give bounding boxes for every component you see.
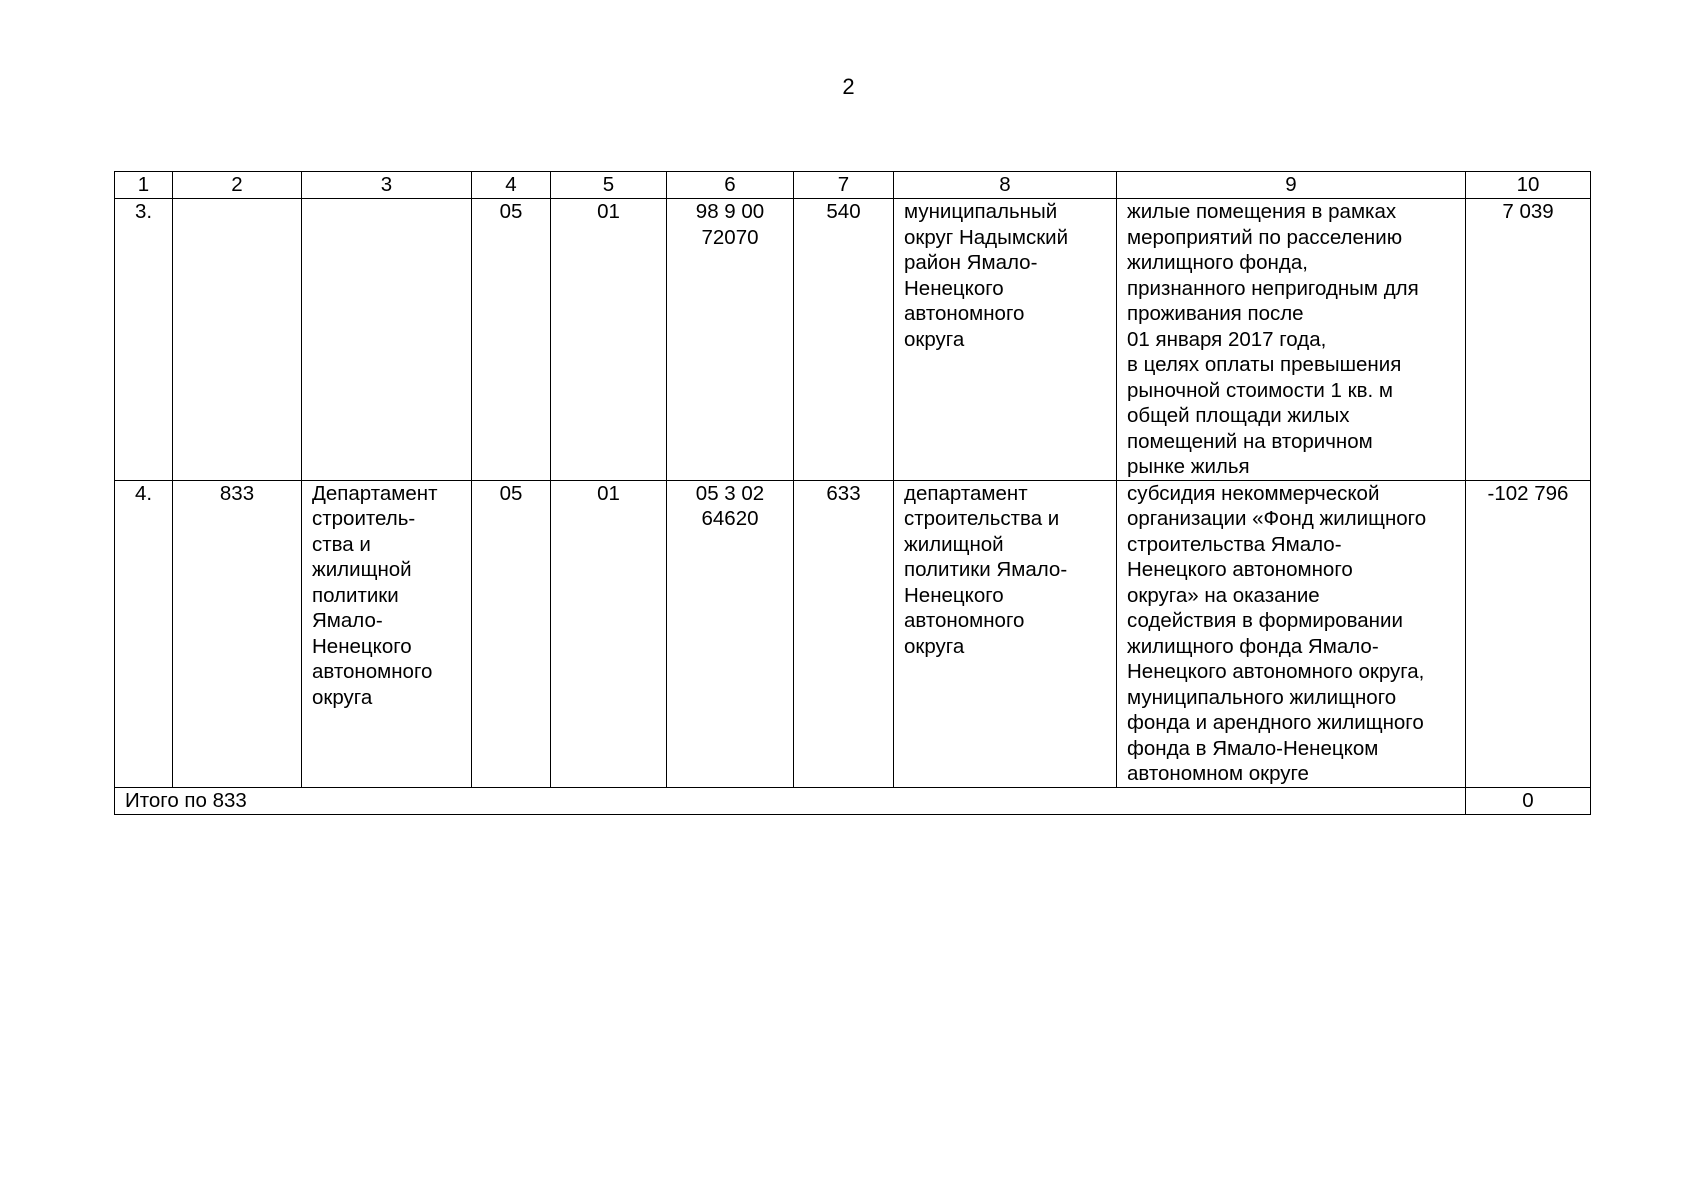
amount-cell: -102 796 [1466,480,1591,787]
section-cell: 05 [472,480,551,787]
column-header: 1 [115,172,173,199]
section-cell: 05 [472,199,551,481]
expense-type-cell: 633 [794,480,894,787]
column-header: 7 [794,172,894,199]
total-value: 0 [1466,787,1591,814]
amount-cell: 7 039 [1466,199,1591,481]
row-number-cell: 4. [115,480,173,787]
column-header: 9 [1117,172,1466,199]
recipient-cell: департамент строительства и жилищной политики Ямало- Ненецкого автономного округа [894,480,1117,787]
ministry-code-cell [173,199,302,481]
purpose-cell: жилые помещения в рамках мероприятий по расселению жилищного фонда, признанного непригодным для проживания после 01 января 2017 года, в целях оплаты превышения рыночной стоимости 1 кв. м общей площади жилых помещений на вторичном рынке жилья [1117,199,1466,481]
recipient-cell: муниципальный округ Надымский район Ямало- Ненецкого автономного округа [894,199,1117,481]
administrator-cell: Департамент строитель- ства и жилищной политики Ямало- Ненецкого автономного округа [302,480,472,787]
column-header: 10 [1466,172,1591,199]
total-row [115,787,1591,814]
column-header: 8 [894,172,1117,199]
table-row [115,480,1591,787]
budget-table [114,171,1591,815]
subsection-cell: 01 [551,199,667,481]
column-header: 3 [302,172,472,199]
subsection-cell: 01 [551,480,667,787]
column-header: 4 [472,172,551,199]
column-header: 5 [551,172,667,199]
column-header: 2 [173,172,302,199]
row-number-cell: 3. [115,199,173,481]
total-label: Итого по 833 [115,787,1466,814]
target-article-cell: 05 3 02 64620 [667,480,794,787]
administrator-cell [302,199,472,481]
table-row [115,199,1591,481]
expense-type-cell: 540 [794,199,894,481]
purpose-cell: субсидия некоммерческой организации «Фонд жилищного строительства Ямало- Ненецкого автономного округа» на оказание содействия в формировании жилищного фонда Ямало- Ненецкого автономного округа, муниципального жилищного фонда и арендного жилищного фонда в Ямало-Ненецком автономном округе [1117,480,1466,787]
column-header: 6 [667,172,794,199]
ministry-code-cell: 833 [173,480,302,787]
target-article-cell: 98 9 00 72070 [667,199,794,481]
column-number-row [115,172,1591,199]
page-number: 2 [842,74,855,99]
